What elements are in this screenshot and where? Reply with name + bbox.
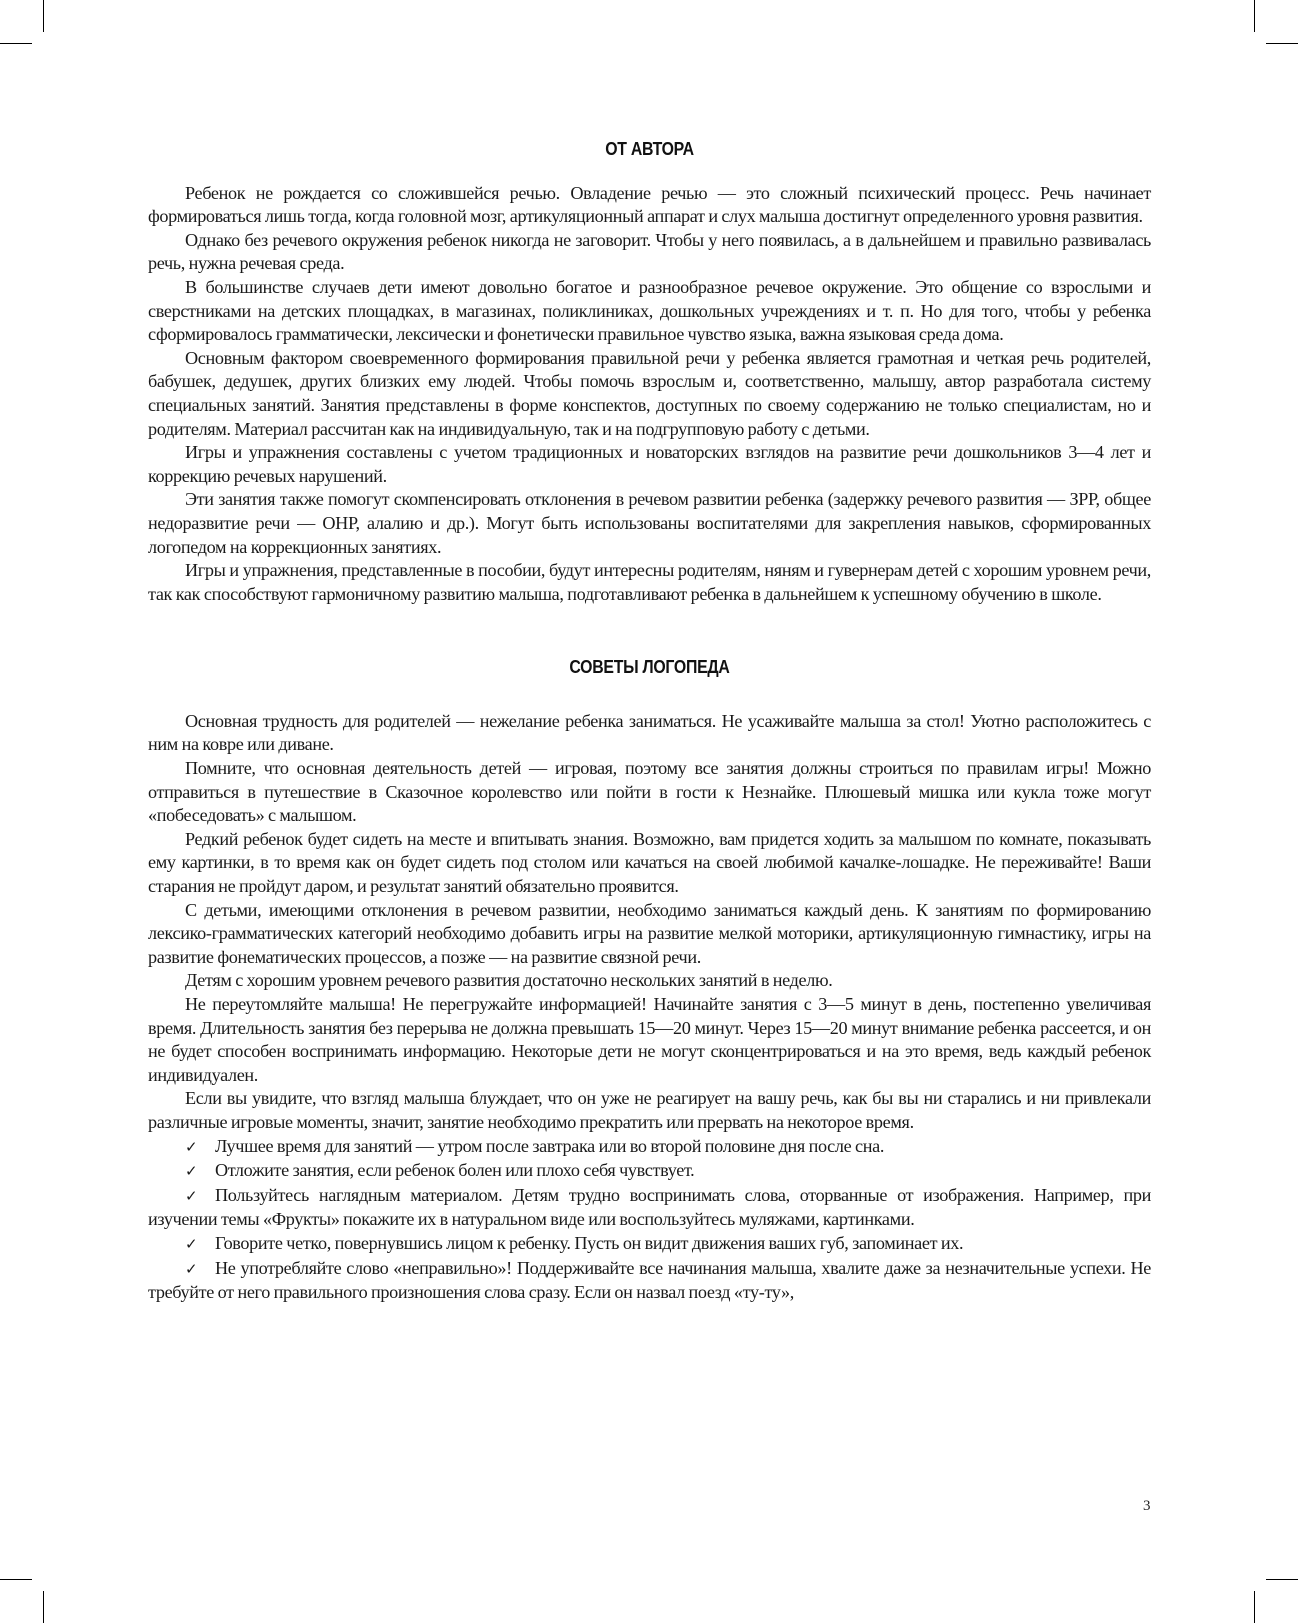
paragraph: Основным фактором своевременного формирования правильной речи у ребенка является грамотная и четкая речь родителей, бабушек, дедушек, других близких ему людей. Чтобы помочь взрослым и, соответственно, малышу, автор разработала систему специальных занятий. Занятия представлены в форме конспектов, доступных по своему содержанию не только специалистам, но и родителям. Материал рассчитан как на индивидуальную, так и на подгрупповую работу с детьми. (148, 347, 1151, 439)
paragraph: В большинстве случаев дети имеют довольно богатое и разнообразное речевое окружение. Это общение со взрослыми и сверстниками на детских площадках, в магазинах, поликлиниках, дошкольных учреждениях и т. п. Но для того, чтобы у ребенка сформировалось грамматически, лексически и фонетически правильное чувство языка, важна языковая среда дома. (148, 276, 1151, 345)
section-title: ОТ АВТОРА (605, 139, 694, 159)
crop-mark-top-left-h (0, 43, 32, 44)
checkmark-icon: ✓ (185, 1186, 198, 1205)
checklist-text: Говорите четко, повернувшись лицом к ребенку. Пусть он видит движения ваших губ, запоминает их. (215, 1232, 964, 1253)
page-number: 3 (1143, 1498, 1151, 1514)
paragraph: Ребенок не рождается со сложившейся речью. Овладение речью — это сложный психический процесс. Речь начинает формироваться лишь тогда, когда головной мозг, артикуляционный аппарат и слух малыша достигнут определенного уровня развития. (148, 182, 1151, 227)
checklist-item (148, 1135, 1151, 1160)
crop-mark-top-right-h (1266, 43, 1298, 44)
paragraph: С детьми, имеющими отклонения в речевом развитии, необходимо заниматься каждый день. К занятиям по формированию лексико-грамматических категорий необходимо добавить игры на развитие мелкой моторики, артикуляционную гимнастику, игры на развитие фонематических процессов, а позже — на развитие связной речи. (148, 899, 1151, 967)
section-speech-therapist-tips (148, 656, 1151, 1304)
checklist-item (148, 1257, 1151, 1305)
checklist-item (148, 1184, 1151, 1232)
checkmark-icon: ✓ (185, 1162, 198, 1181)
crop-mark-top-right-v (1254, 0, 1255, 32)
paragraph: Не переутомляйте малыша! Не перегружайте информацией! Начинайте занятия с 3—5 минут в день, постепенно увеличивая время. Длительность занятия без перерыва не должна превышать 15—20 минут. Через 15—20 минут внимание ребенка рассеется, и он не будет способен воспринимать информацию. Некоторые дети не могут сконцентрироваться и на это время, ведь каждый ребенок индивидуален. (148, 994, 1151, 1085)
page-content (148, 138, 1151, 1305)
checklist-item (148, 1159, 1151, 1184)
checkmark-icon: ✓ (185, 1234, 198, 1253)
checklist-item (148, 1232, 1151, 1257)
checklist-text: Лучшее время для занятий — утром после завтрака или во второй половине дня после сна. (215, 1135, 885, 1156)
checklist-text: Не употребляйте слово «неправильно»! Поддерживайте все начинания малыша, хвалите даже за незначительные успехи. Не требуйте от него правильного произношения слова сразу. Если он назвал поезд «ту-ту», (148, 1257, 1151, 1303)
crop-mark-top-left-v (43, 0, 44, 32)
paragraph: Помните, что основная деятельность детей — игровая, поэтому все занятия должны строиться по правилам игры! Можно отправиться в путешествие в Сказочное королевство или пойти в гости к Незнайке. Плюшевый мишка или кукла тоже могут «побеседовать» с малышом. (148, 758, 1151, 826)
checklist-text: Пользуйтесь наглядным материалом. Детям трудно воспринимать слова, оторванные от изображения. Например, при изучении темы «Фрукты» покажите их в натуральном виде или воспользуйтесь муляжами, картинками. (148, 1184, 1151, 1230)
paragraph: Игры и упражнения, представленные в пособии, будут интересны родителям, няням и гувернерам детей с хорошим уровнем речи, так как способствуют гармоничному развитию малыша, подготавливают ребенка в дальнейшем к успешному обучению в школе. (148, 560, 1151, 604)
crop-mark-bottom-right-v (1254, 1591, 1255, 1623)
crop-mark-bottom-left-h (0, 1579, 32, 1580)
checkmark-icon: ✓ (185, 1259, 198, 1278)
paragraph: Эти занятия также помогут скомпенсировать отклонения в речевом развитии ребенка (задержку речевого развития — ЗРР, общее недоразвитие речи — ОНР, алалию и др.). Могут быть использованы воспитателями для закрепления навыков, сформированных логопедом на коррекционных занятиях. (148, 489, 1151, 557)
paragraph: Основная трудность для родителей — нежелание ребенка заниматься. Не усаживайте малыша за стол! Уютно расположитесь с ним на ковре или диване. (148, 710, 1151, 755)
checklist-text: Отложите занятия, если ребенок болен или плохо себя чувствует. (215, 1160, 695, 1181)
checkmark-icon: ✓ (185, 1137, 198, 1156)
paragraph: Детям с хорошим уровнем речевого развития достаточно нескольких занятий в неделю. (185, 970, 833, 991)
crop-mark-bottom-left-v (43, 1591, 44, 1623)
paragraph: Однако без речевого окружения ребенок никогда не заговорит. Чтобы у него появилась, а в дальнейшем и правильно развивалась речь, нужна речевая среда. (148, 229, 1151, 274)
section-from-author (148, 138, 1151, 606)
paragraph: Игры и упражнения составлены с учетом традиционных и новаторских взглядов на развитие речи дошкольников 3—4 лет и коррекцию речевых нарушений. (148, 442, 1151, 486)
paragraph: Редкий ребенок будет сидеть на месте и впитывать знания. Возможно, вам придется ходить за малышом по комнате, показывать ему картинки, в то время как он будет сидеть под столом или качаться на своей любимой качалке-лошадке. Не переживайте! Ваши старания не пройдут даром, и результат занятий обязательно проявится. (148, 828, 1151, 897)
section-title: СОВЕТЫ ЛОГОПЕДА (569, 657, 730, 678)
paragraph: Если вы увидите, что взгляд малыша блуждает, что он уже не реагирует на вашу речь, как бы вы ни старались и ни привлекали различные игровые моменты, значит, занятие необходимо прекратить или прервать на некоторое время. (148, 1088, 1151, 1132)
crop-mark-bottom-right-h (1266, 1579, 1298, 1580)
